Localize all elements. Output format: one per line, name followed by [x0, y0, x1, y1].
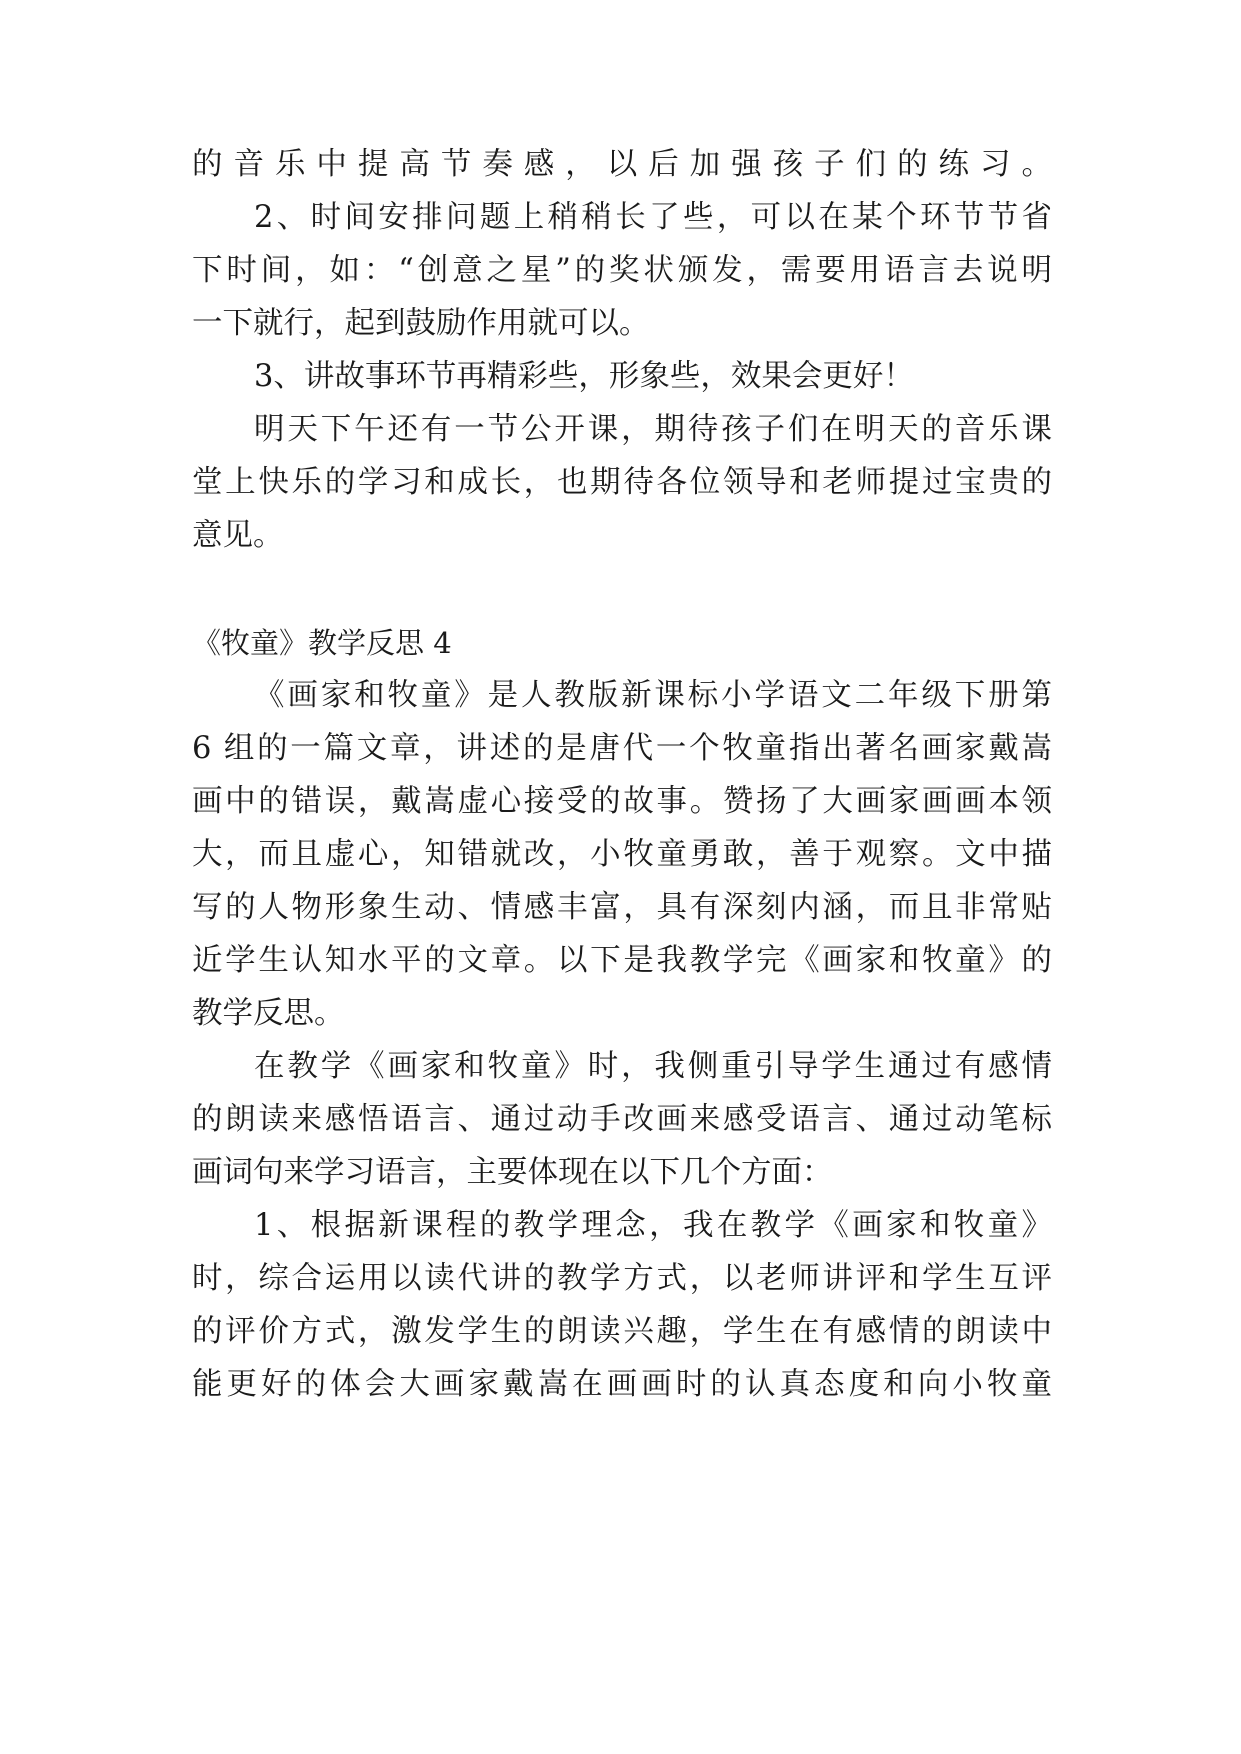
paragraph-line: 明天下午还有一节公开课，期待孩子们在明天的音乐课 [254, 412, 1052, 447]
paragraph-line: 能更好的体会大画家戴嵩在画画时的认真态度和向小牧童 [192, 1367, 1052, 1402]
paragraph-line: 教学反思。 [192, 996, 345, 1031]
paragraph-line: 的音乐中提高节奏感，以后加强孩子们的练习。 [192, 147, 1052, 182]
paragraph-line: 3、讲故事环节再精彩些，形象些，效果会更好！ [254, 359, 914, 394]
paragraph-line: 写的人物形象生动、情感丰富，具有深刻内涵，而且非常贴 [192, 890, 1052, 925]
paragraph-line: 的评价方式，激发学生的朗读兴趣，学生在有感情的朗读中 [192, 1314, 1052, 1349]
paragraph-line: 画中的错误，戴嵩虚心接受的故事。赞扬了大画家画画本领 [192, 784, 1052, 819]
paragraph-line: 画词句来学习语言，主要体现在以下几个方面： [192, 1155, 833, 1190]
paragraph-line: 大，而且虚心，知错就改，小牧童勇敢，善于观察。文中描 [192, 837, 1052, 872]
paragraph-line: 近学生认知水平的文章。以下是我教学完《画家和牧童》的 [192, 943, 1052, 978]
paragraph-line: 在教学《画家和牧童》时，我侧重引导学生通过有感情 [254, 1049, 1052, 1084]
paragraph-line: 时，综合运用以读代讲的教学方式，以老师讲评和学生互评 [192, 1261, 1052, 1296]
paragraph-line: 《画家和牧童》是人教版新课标小学语文二年级下册第 [254, 678, 1052, 713]
paragraph-line: 意见。 [192, 518, 284, 553]
paragraph-line: 的朗读来感悟语言、通过动手改画来感受语言、通过动笔标 [192, 1102, 1052, 1137]
paragraph-line: 下时间，如：“创意之星”的奖状颁发，需要用语言去说明 [192, 253, 1052, 288]
paragraph-line: 一下就行，起到鼓励作用就可以。 [192, 306, 650, 341]
paragraph-line: 堂上快乐的学习和成长，也期待各位领导和老师提过宝贵的 [192, 465, 1052, 500]
paragraph-line: 1、根据新课程的教学理念，我在教学《画家和牧童》 [254, 1208, 1052, 1243]
paragraph-line: 2、时间安排问题上稍稍长了些，可以在某个环节节省 [254, 200, 1052, 235]
section-title: 《牧童》教学反思 4 [192, 626, 452, 660]
paragraph-line: 6 组的一篇文章，讲述的是唐代一个牧童指出著名画家戴嵩 [192, 731, 1052, 766]
